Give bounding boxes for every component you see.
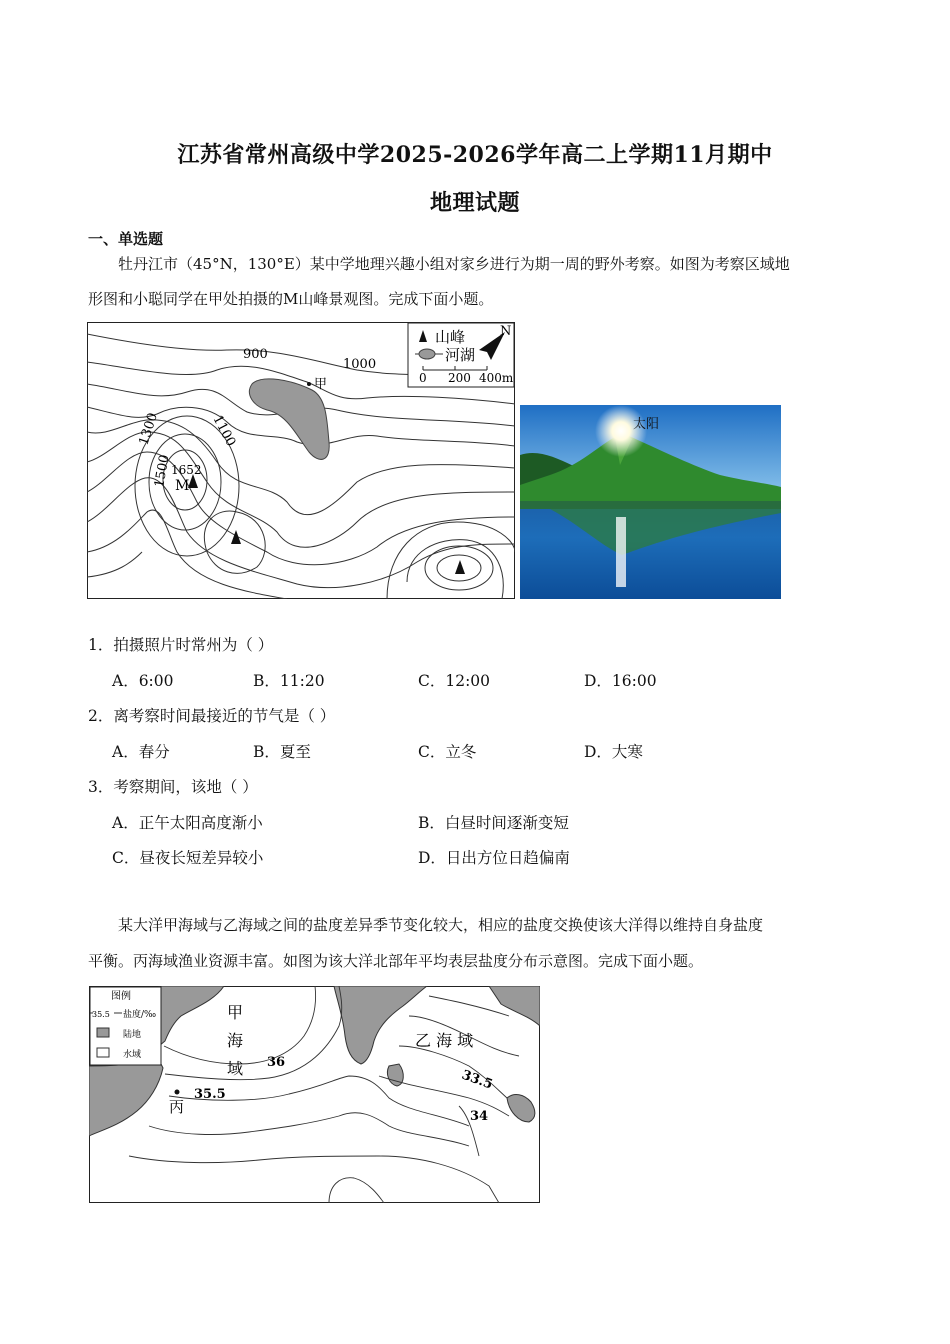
legend-isoline-label: 盐度/‰ — [123, 1010, 157, 1020]
legend-water-label: 水域 — [123, 1050, 142, 1060]
isoline-value-34: 34 — [470, 1109, 489, 1124]
contour-label-900: 900 — [243, 347, 268, 362]
sea-jia-label-3: 域 — [227, 1059, 244, 1078]
contour-label-1100: 1100 — [209, 412, 239, 450]
legend-peak-label: 山峰 — [435, 328, 466, 346]
scale-400: 400m — [479, 371, 514, 385]
legend-isoline-value: 35.5 — [92, 1010, 110, 1019]
site-bing-label: 丙 — [169, 1098, 185, 1116]
q1-option-d[interactable]: D．16:00 — [584, 672, 657, 690]
q3-option-d[interactable]: D．日出方位日趋偏南 — [418, 849, 570, 867]
intro-paragraph-2-line-2: 平衡。丙海域渔业资源丰富。如图为该大洋北部年平均表层盐度分布示意图。完成下面小题。 — [88, 952, 704, 970]
site-jia-dot — [307, 382, 311, 386]
salinity-map — [89, 986, 540, 1203]
q3-option-c[interactable]: C．昼夜长短差异较小 — [112, 849, 264, 867]
q2-option-c[interactable]: C．立冬 — [418, 743, 477, 761]
north-label: N — [500, 324, 512, 339]
contour-label-1300: 1300 — [136, 411, 162, 448]
question-2: 2．离考察时间最接近的节气是（ ） — [88, 707, 336, 725]
topographic-map — [87, 322, 515, 599]
legend-water-icon — [97, 1048, 109, 1057]
map2-legend — [90, 987, 161, 1065]
q1-option-c[interactable]: C．12:00 — [418, 672, 491, 690]
legend-lake-icon — [419, 349, 435, 359]
q3-option-b[interactable]: B．白昼时间逐渐变短 — [418, 814, 569, 832]
page-subtitle: 地理试题 — [429, 190, 520, 216]
photo-sun-label: 太阳 — [633, 417, 660, 432]
q2-option-b[interactable]: B．夏至 — [253, 743, 311, 761]
sea-jia-label-1: 甲 — [227, 1003, 244, 1022]
legend-land-icon — [97, 1028, 109, 1037]
peak-height-label: 1652 — [171, 463, 202, 477]
legend-title: 图例 — [111, 991, 131, 1002]
intro-paragraph-1-line-2: 形图和小聪同学在甲处拍摄的M山峰景观图。完成下面小题。 — [88, 290, 494, 308]
scale-200: 200 — [448, 371, 471, 385]
site-bing-dot — [175, 1090, 180, 1095]
q1-option-b[interactable]: B．11:20 — [253, 672, 325, 690]
isoline-value-35-5: 35.5 — [194, 1087, 226, 1102]
sea-jia-label-2: 海 — [227, 1031, 244, 1050]
section-heading: 一、单选题 — [88, 230, 164, 248]
mountain-photo — [520, 405, 781, 599]
question-1: 1．拍摄照片时常州为（ ） — [88, 636, 274, 654]
page-title: 江苏省常州高级中学2025-2026学年高二上学期11月期中 — [177, 142, 773, 168]
q2-option-d[interactable]: D．大寒 — [584, 743, 643, 761]
isoline-value-33-5: 33.5 — [459, 1067, 495, 1093]
question-3: 3．考察期间，该地（ ） — [88, 778, 258, 796]
q3-option-a[interactable]: A．正午太阳高度渐小 — [112, 814, 263, 832]
isoline-value-36: 36 — [267, 1055, 286, 1070]
contour-label-1500: 1500 — [152, 453, 173, 489]
legend-lake-label: 河湖 — [445, 346, 476, 364]
site-jia-label: 甲 — [314, 377, 328, 392]
contour-label-1000: 1000 — [343, 357, 377, 372]
q2-option-a[interactable]: A．春分 — [112, 743, 170, 761]
sea-yi-label: 乙 海 域 — [415, 1031, 474, 1050]
intro-paragraph-2-line-1: 某大洋甲海域与乙海域之间的盐度差异季节变化较大，相应的盐度交换使该大洋得以维持自身盐度 — [118, 916, 764, 934]
map1-legend — [408, 323, 514, 387]
q1-option-a[interactable]: A．6:00 — [112, 672, 174, 690]
legend-land-label: 陆地 — [123, 1030, 142, 1040]
intro-paragraph-1-line-1: 牡丹江市（45°N，130°E）某中学地理兴趣小组对家乡进行为期一周的野外考察。如图为考察区域地 — [118, 255, 790, 273]
scale-0: 0 — [419, 371, 427, 385]
peak-name-label: M — [175, 478, 190, 494]
